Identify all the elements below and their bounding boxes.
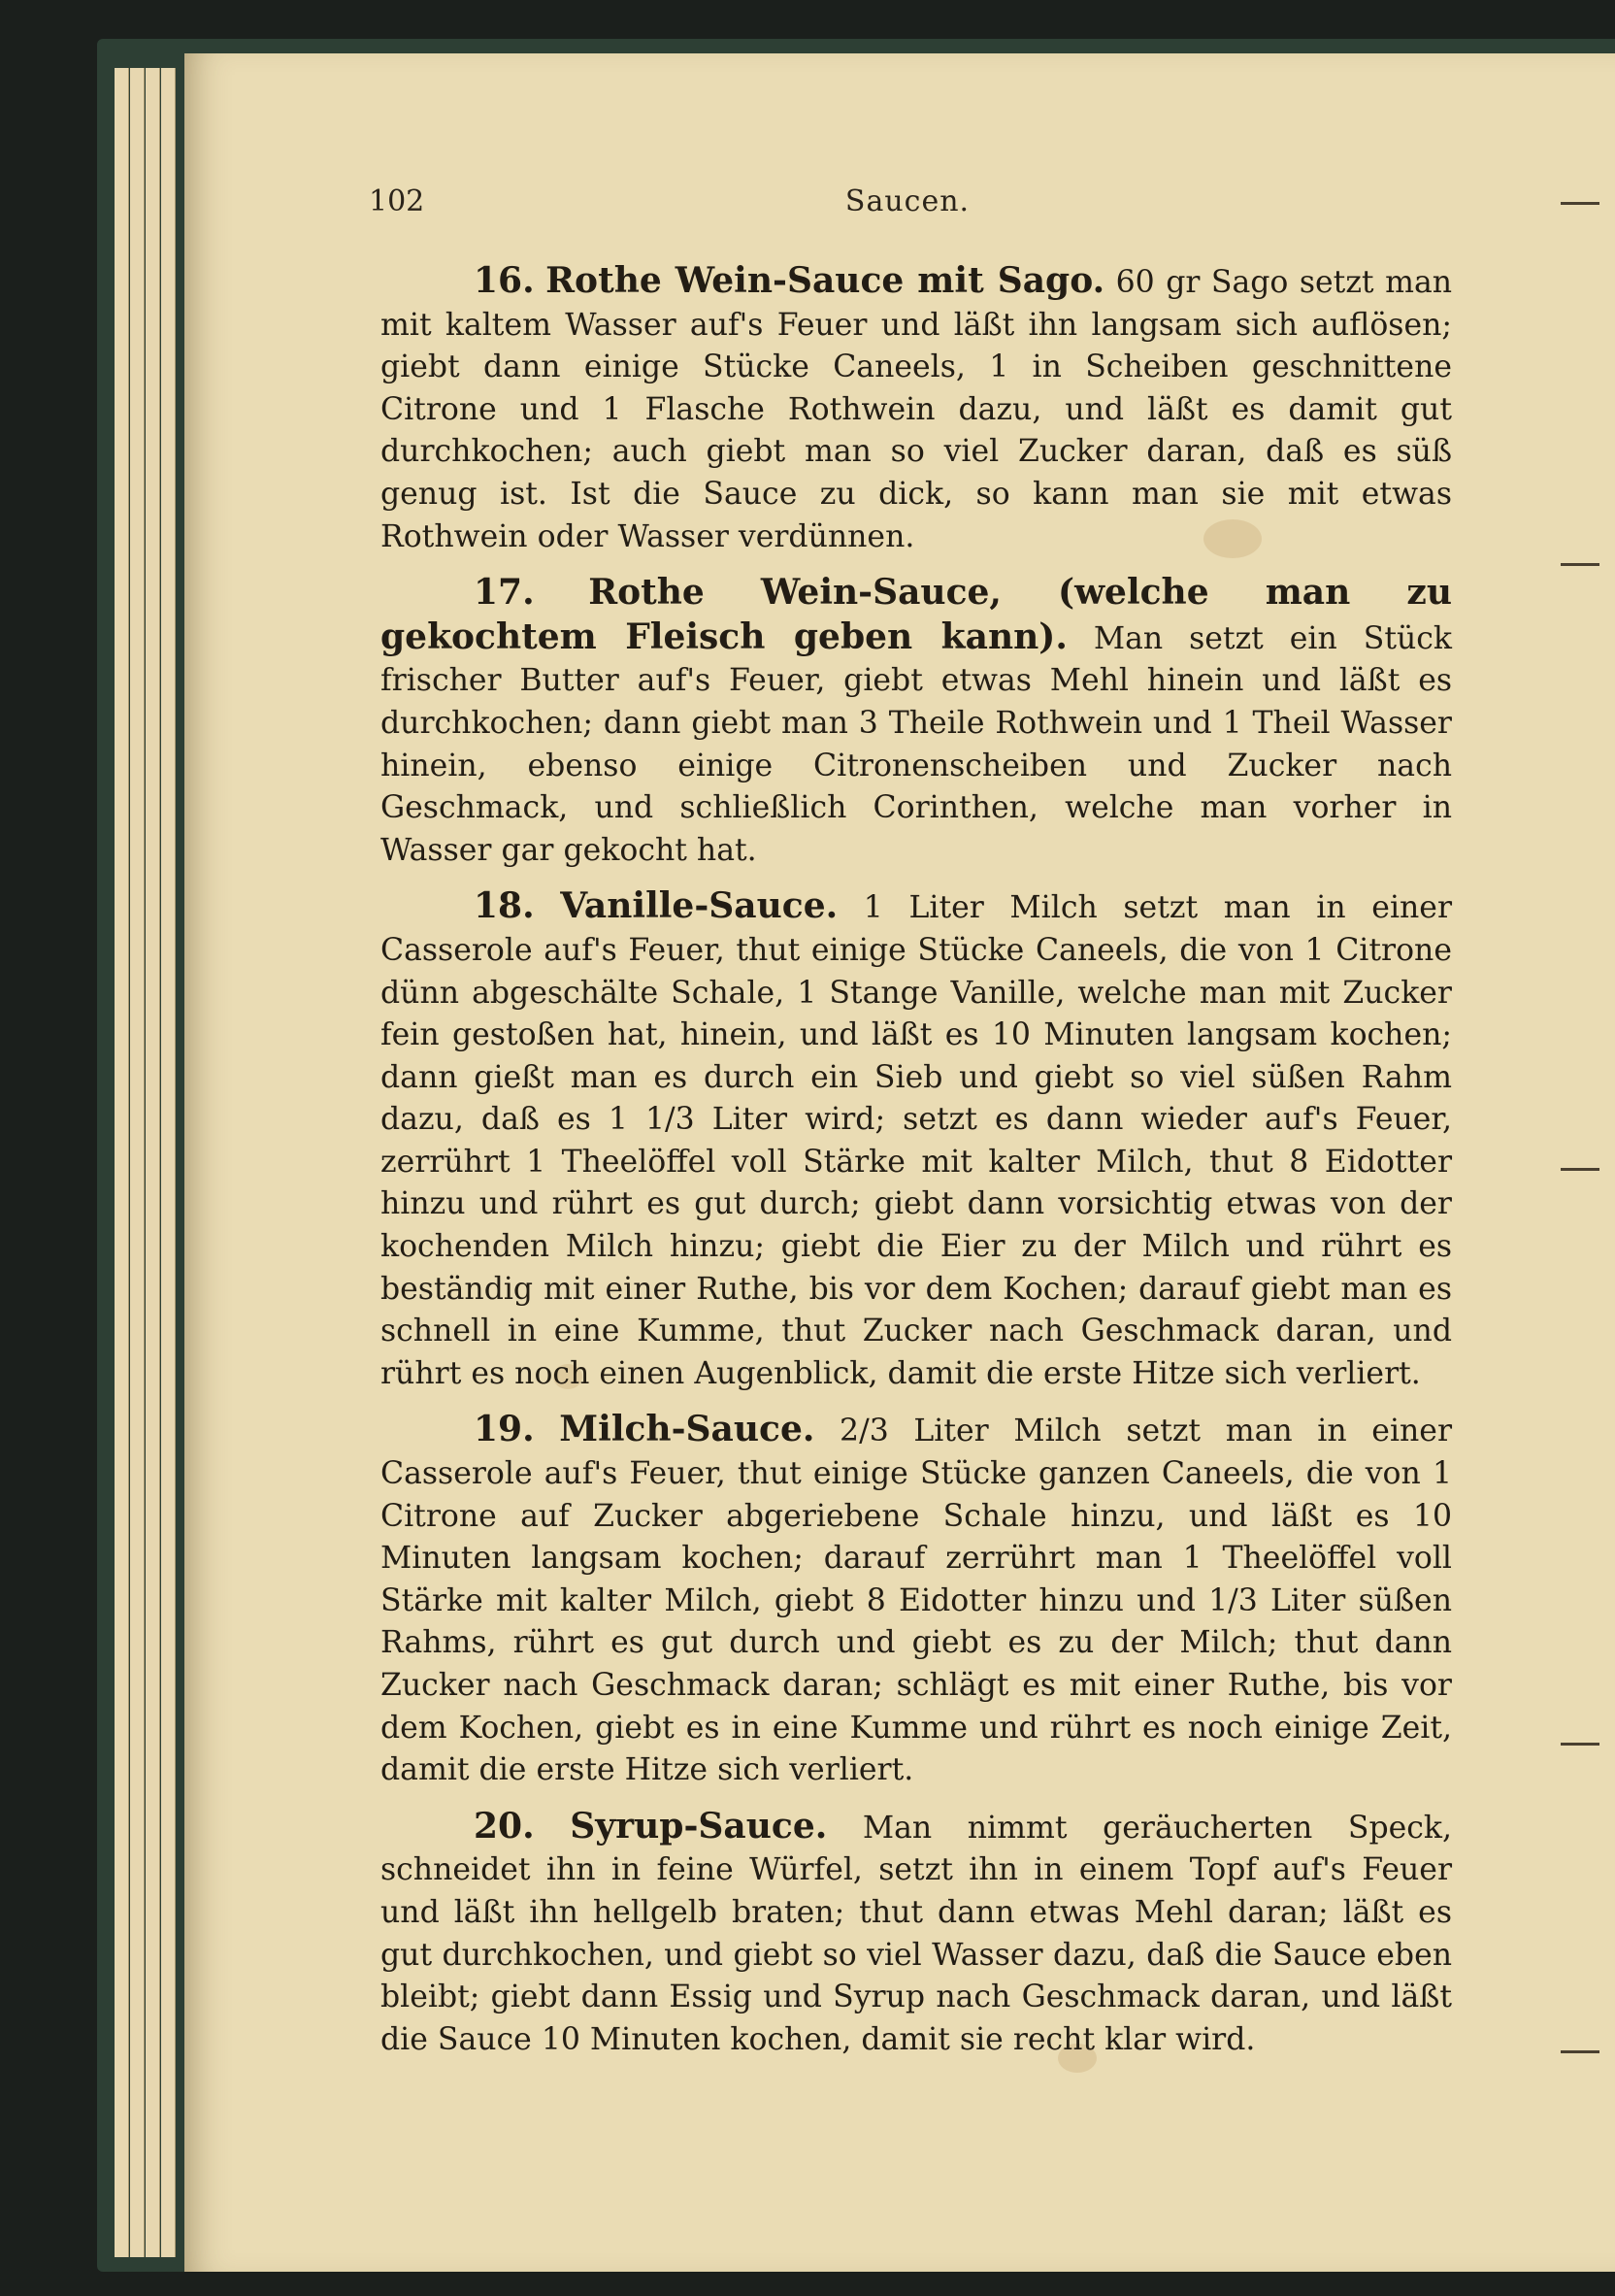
recipe-text: 1 Liter Milch setzt man in einer Casserole auf's Feuer, thut einige Stücke Caneels, die von 1 Citrone dünn abgeschälte Schale, 1 Stange Vanille, welche man mit Zucker fein gestoßen hat, hinein, und läßt es 10 Minuten langsam kochen; dann gießt man es durch ein Sieb und giebt so viel süßen Rahm dazu, daß es 1 1/3 Liter wird; setzt es dann wieder auf's Feuer, zerrührt 1 Theelöffel voll Stärke mit kalter Milch, thut 8 Eidotter hinzu und rührt es gut durch; giebt dann vorsichtig etwas von der kochenden Milch hinzu; giebt die Eier zu der Milch und rührt es beständig mit einer Ruthe, bis vor dem Kochen; darauf giebt man es schnell in eine Kumme, thut Zucker nach Geschmack daran, und rührt es noch einen Augenblick, damit die erste Hitze sich verliert.: [380, 890, 1453, 1391]
recipe-text: 2/3 Liter Milch setzt man in einer Casserole auf's Feuer, thut einige Stücke ganzen Caneels, die von 1 Citrone auf Zucker abgeriebene Schale hinzu, und läßt es 10 Minuten langsam kochen; darauf zerrührt man 1 Theelöffel voll Stärke mit kalter Milch, giebt 8 Eidotter hinzu und 1/3 Liter süßen Rahms, rührt es gut durch und giebt es zu der Milch; thut dann Zucker nach Geschmack daran; schlägt es mit einer Ruthe, bis vor dem Kochen, giebt es in eine Kumme und rührt es noch einige Zeit, damit die erste Hitze sich verliert.: [380, 1414, 1453, 1788]
margin-mark: [1561, 2050, 1599, 2053]
recipe-number: 18.: [474, 885, 535, 927]
margin-mark: [1561, 1743, 1599, 1746]
recipe-16: [380, 260, 1452, 558]
recipe-19: [380, 1409, 1452, 1791]
recipe-17: [380, 572, 1452, 872]
recipe-title: Syrup-Sauce.: [570, 1805, 828, 1847]
page-edge: [115, 68, 129, 2257]
recipe-title: Rothe Wein-Sauce mit Sago.: [545, 260, 1105, 301]
page-edge: [146, 68, 160, 2257]
margin-mark: [1561, 563, 1599, 566]
recipe-number: 17.: [474, 572, 535, 614]
page-body: [380, 260, 1452, 2075]
recipe-text: Man nimmt geräucherten Speck, schneidet ihn in feine Würfel, setzt ihn in einem Topf auf's Feuer und läßt ihn hellgelb braten; thut dann etwas Mehl daran; läßt es gut durchkochen, und giebt so viel Wasser dazu, daß die Sauce eben bleibt; giebt dann Essig und Syrup nach Geschmack daran, und läßt die Sauce 10 Minuten kochen, damit sie recht klar wird.: [380, 1810, 1452, 2057]
recipe-text: Man setzt ein Stück frischer Butter auf's Feuer, giebt etwas Mehl hinein und läßt es durchkochen; dann giebt man 3 Theile Rothwein und 1 Theil Wasser hinein, ebenso einige Citronenscheiben und Zucker nach Geschmack, und schließlich Corinthen, welche man vorher in Wasser gar gekocht hat.: [380, 620, 1453, 868]
page-title: Saucen.: [844, 184, 971, 218]
recipe-20: [380, 1806, 1452, 2062]
recipe-number: 19.: [474, 1409, 535, 1450]
recipe-number: 16.: [474, 260, 535, 301]
page-edge: [130, 68, 145, 2257]
recipe-title: Milch-Sauce.: [559, 1409, 815, 1450]
recipe-title: Vanille-Sauce.: [560, 885, 839, 927]
recipe-text: 60 gr Sago setzt man mit kaltem Wasser auf's Feuer und läßt ihn langsam sich auflösen; giebt dann einige Stücke Caneels, 1 in Scheiben geschnittene Citrone und 1 Flasche Rothwein dazu, und läßt es damit gut durchkochen; auch giebt man so viel Zucker daran, daß es süß genug ist. Ist die Sauce zu dick, so kann man sie mit etwas Rothwein oder Wasser verdünnen.: [380, 265, 1453, 554]
margin-mark: [1561, 202, 1599, 205]
recipe-title: Rothe Wein-Sauce, (welche man zu gekochtem Fleisch geben kann).: [380, 572, 1453, 657]
page-number: 102: [369, 184, 425, 218]
margin-mark: [1561, 1168, 1599, 1171]
page-edge: [161, 68, 176, 2257]
recipe-18: [380, 885, 1452, 1395]
running-head: [369, 184, 1446, 233]
recipe-number: 20.: [474, 1805, 535, 1847]
